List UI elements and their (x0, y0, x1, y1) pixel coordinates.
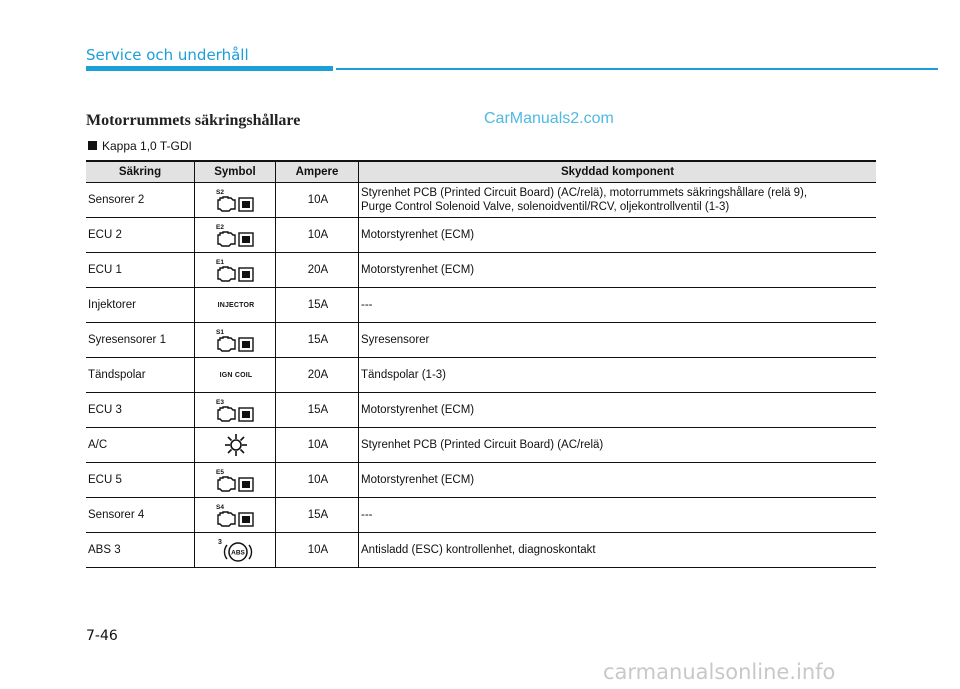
square-bullet-icon (88, 141, 97, 150)
component-text: Antisladd (ESC) kontrollenhet, diagnoskontakt (361, 544, 596, 556)
symbol-text-label: IGN COIL (219, 372, 253, 379)
component-text: Motorstyrenhet (ECM) (361, 229, 475, 241)
fuse-name-cell: A/C (86, 428, 195, 463)
symbol-label: S2 (216, 189, 224, 196)
section-title: Service och underhåll (86, 46, 249, 64)
fuse-name-cell: ECU 3 (86, 393, 195, 428)
symbol-cell (195, 428, 276, 463)
table-row (86, 428, 876, 463)
engine-fuse-icon (214, 222, 258, 248)
symbol-cell (195, 463, 276, 498)
component-cell (359, 323, 877, 358)
fuse-name-cell: Tändspolar (86, 358, 195, 393)
ampere-cell: 15A (276, 288, 359, 323)
header-bar-thick (86, 66, 333, 71)
fuse-name-cell: Injektorer (86, 288, 195, 323)
component-text: --- (361, 299, 373, 311)
ampere-cell: 15A (276, 498, 359, 533)
table-row (86, 183, 876, 218)
table-row (86, 393, 876, 428)
table-row (86, 463, 876, 498)
component-cell (359, 253, 877, 288)
symbol-label: E5 (216, 469, 224, 476)
fuse-name-cell: ABS 3 (86, 533, 195, 568)
symbol-text-label: INJECTOR (217, 302, 255, 309)
column-header-fuse: Säkring (86, 161, 195, 183)
component-cell (359, 218, 877, 253)
ampere-cell: 10A (276, 533, 359, 568)
fuse-table (86, 160, 876, 568)
component-cell (359, 288, 877, 323)
subheading (88, 139, 192, 153)
ampere-cell: 15A (276, 393, 359, 428)
table-row (86, 358, 876, 393)
component-text: Motorstyrenhet (ECM) (361, 474, 475, 486)
ampere-cell: 10A (276, 428, 359, 463)
component-text: Tändspolar (1-3) (361, 369, 447, 381)
engine-fuse-icon (214, 187, 258, 213)
table-body (86, 183, 876, 568)
ampere-cell: 10A (276, 463, 359, 498)
component-cell (359, 393, 877, 428)
symbol-label: 3 (218, 539, 222, 546)
table-row (86, 218, 876, 253)
column-header-symbol: Symbol (195, 161, 276, 183)
symbol-cell (195, 323, 276, 358)
column-header-component: Skyddad komponent (359, 161, 877, 183)
fuse-name-cell: ECU 5 (86, 463, 195, 498)
header-bar-thin (336, 68, 938, 70)
symbol-label: E3 (216, 399, 224, 406)
symbol-cell (195, 288, 276, 323)
column-header-ampere: Ampere (276, 161, 359, 183)
engine-fuse-icon (214, 502, 258, 528)
symbol-cell (195, 533, 276, 568)
component-cell (359, 183, 877, 218)
symbol-cell (195, 253, 276, 288)
component-text: Motorstyrenhet (ECM) (361, 264, 475, 276)
component-text: Styrenhet PCB (Printed Circuit Board) (AC/relä) (361, 439, 604, 451)
symbol-cell (195, 393, 276, 428)
fuse-name-cell: Syresensorer 1 (86, 323, 195, 358)
table-row (86, 288, 876, 323)
component-text: Styrenhet PCB (Printed Circuit Board) (AC/relä), motorrummets säkringshållare (relä 9), (361, 187, 808, 199)
ampere-cell: 20A (276, 253, 359, 288)
component-text-line2: Purge Control Solenoid Valve, solenoidventil/RCV, oljekontrollventil (1-3) (361, 201, 730, 213)
engine-fuse-icon (214, 467, 258, 493)
symbol-label: E1 (216, 259, 224, 266)
component-text: Motorstyrenhet (ECM) (361, 404, 475, 416)
page-number: 7-46 (86, 628, 118, 644)
component-cell (359, 498, 877, 533)
component-cell (359, 358, 877, 393)
abs-inner-label: ABS (231, 549, 245, 557)
table-row (86, 498, 876, 533)
ampere-cell: 15A (276, 323, 359, 358)
ampere-cell: 10A (276, 218, 359, 253)
page-heading: Motorrummets säkringshållare (86, 112, 301, 129)
symbol-label: S4 (216, 504, 224, 511)
table-row (86, 323, 876, 358)
symbol-label: S1 (216, 329, 224, 336)
ampere-cell: 10A (276, 183, 359, 218)
fuse-name-cell: ECU 1 (86, 253, 195, 288)
abs-fuse-icon (216, 536, 256, 564)
table-header-row (86, 161, 876, 183)
symbol-label: E2 (216, 224, 224, 231)
component-cell (359, 428, 877, 463)
component-text: --- (361, 509, 373, 521)
symbol-cell (195, 358, 276, 393)
watermark-link[interactable]: CarManuals2.com (484, 110, 614, 127)
fuse-name-cell: ECU 2 (86, 218, 195, 253)
symbol-cell (195, 218, 276, 253)
fuse-name-cell: Sensorer 4 (86, 498, 195, 533)
table-row (86, 533, 876, 568)
snowflake-icon (223, 432, 249, 458)
footer-watermark: carmanualsonline.info (603, 660, 836, 684)
fuse-name-cell: Sensorer 2 (86, 183, 195, 218)
ampere-cell: 20A (276, 358, 359, 393)
symbol-cell (195, 183, 276, 218)
component-cell (359, 463, 877, 498)
subheading-text: Kappa 1,0 T-GDI (102, 139, 192, 153)
component-text: Syresensorer (361, 334, 430, 346)
table-row (86, 253, 876, 288)
engine-fuse-icon (214, 327, 258, 353)
engine-fuse-icon (214, 397, 258, 423)
component-cell (359, 533, 877, 568)
engine-fuse-icon (214, 257, 258, 283)
symbol-cell (195, 498, 276, 533)
